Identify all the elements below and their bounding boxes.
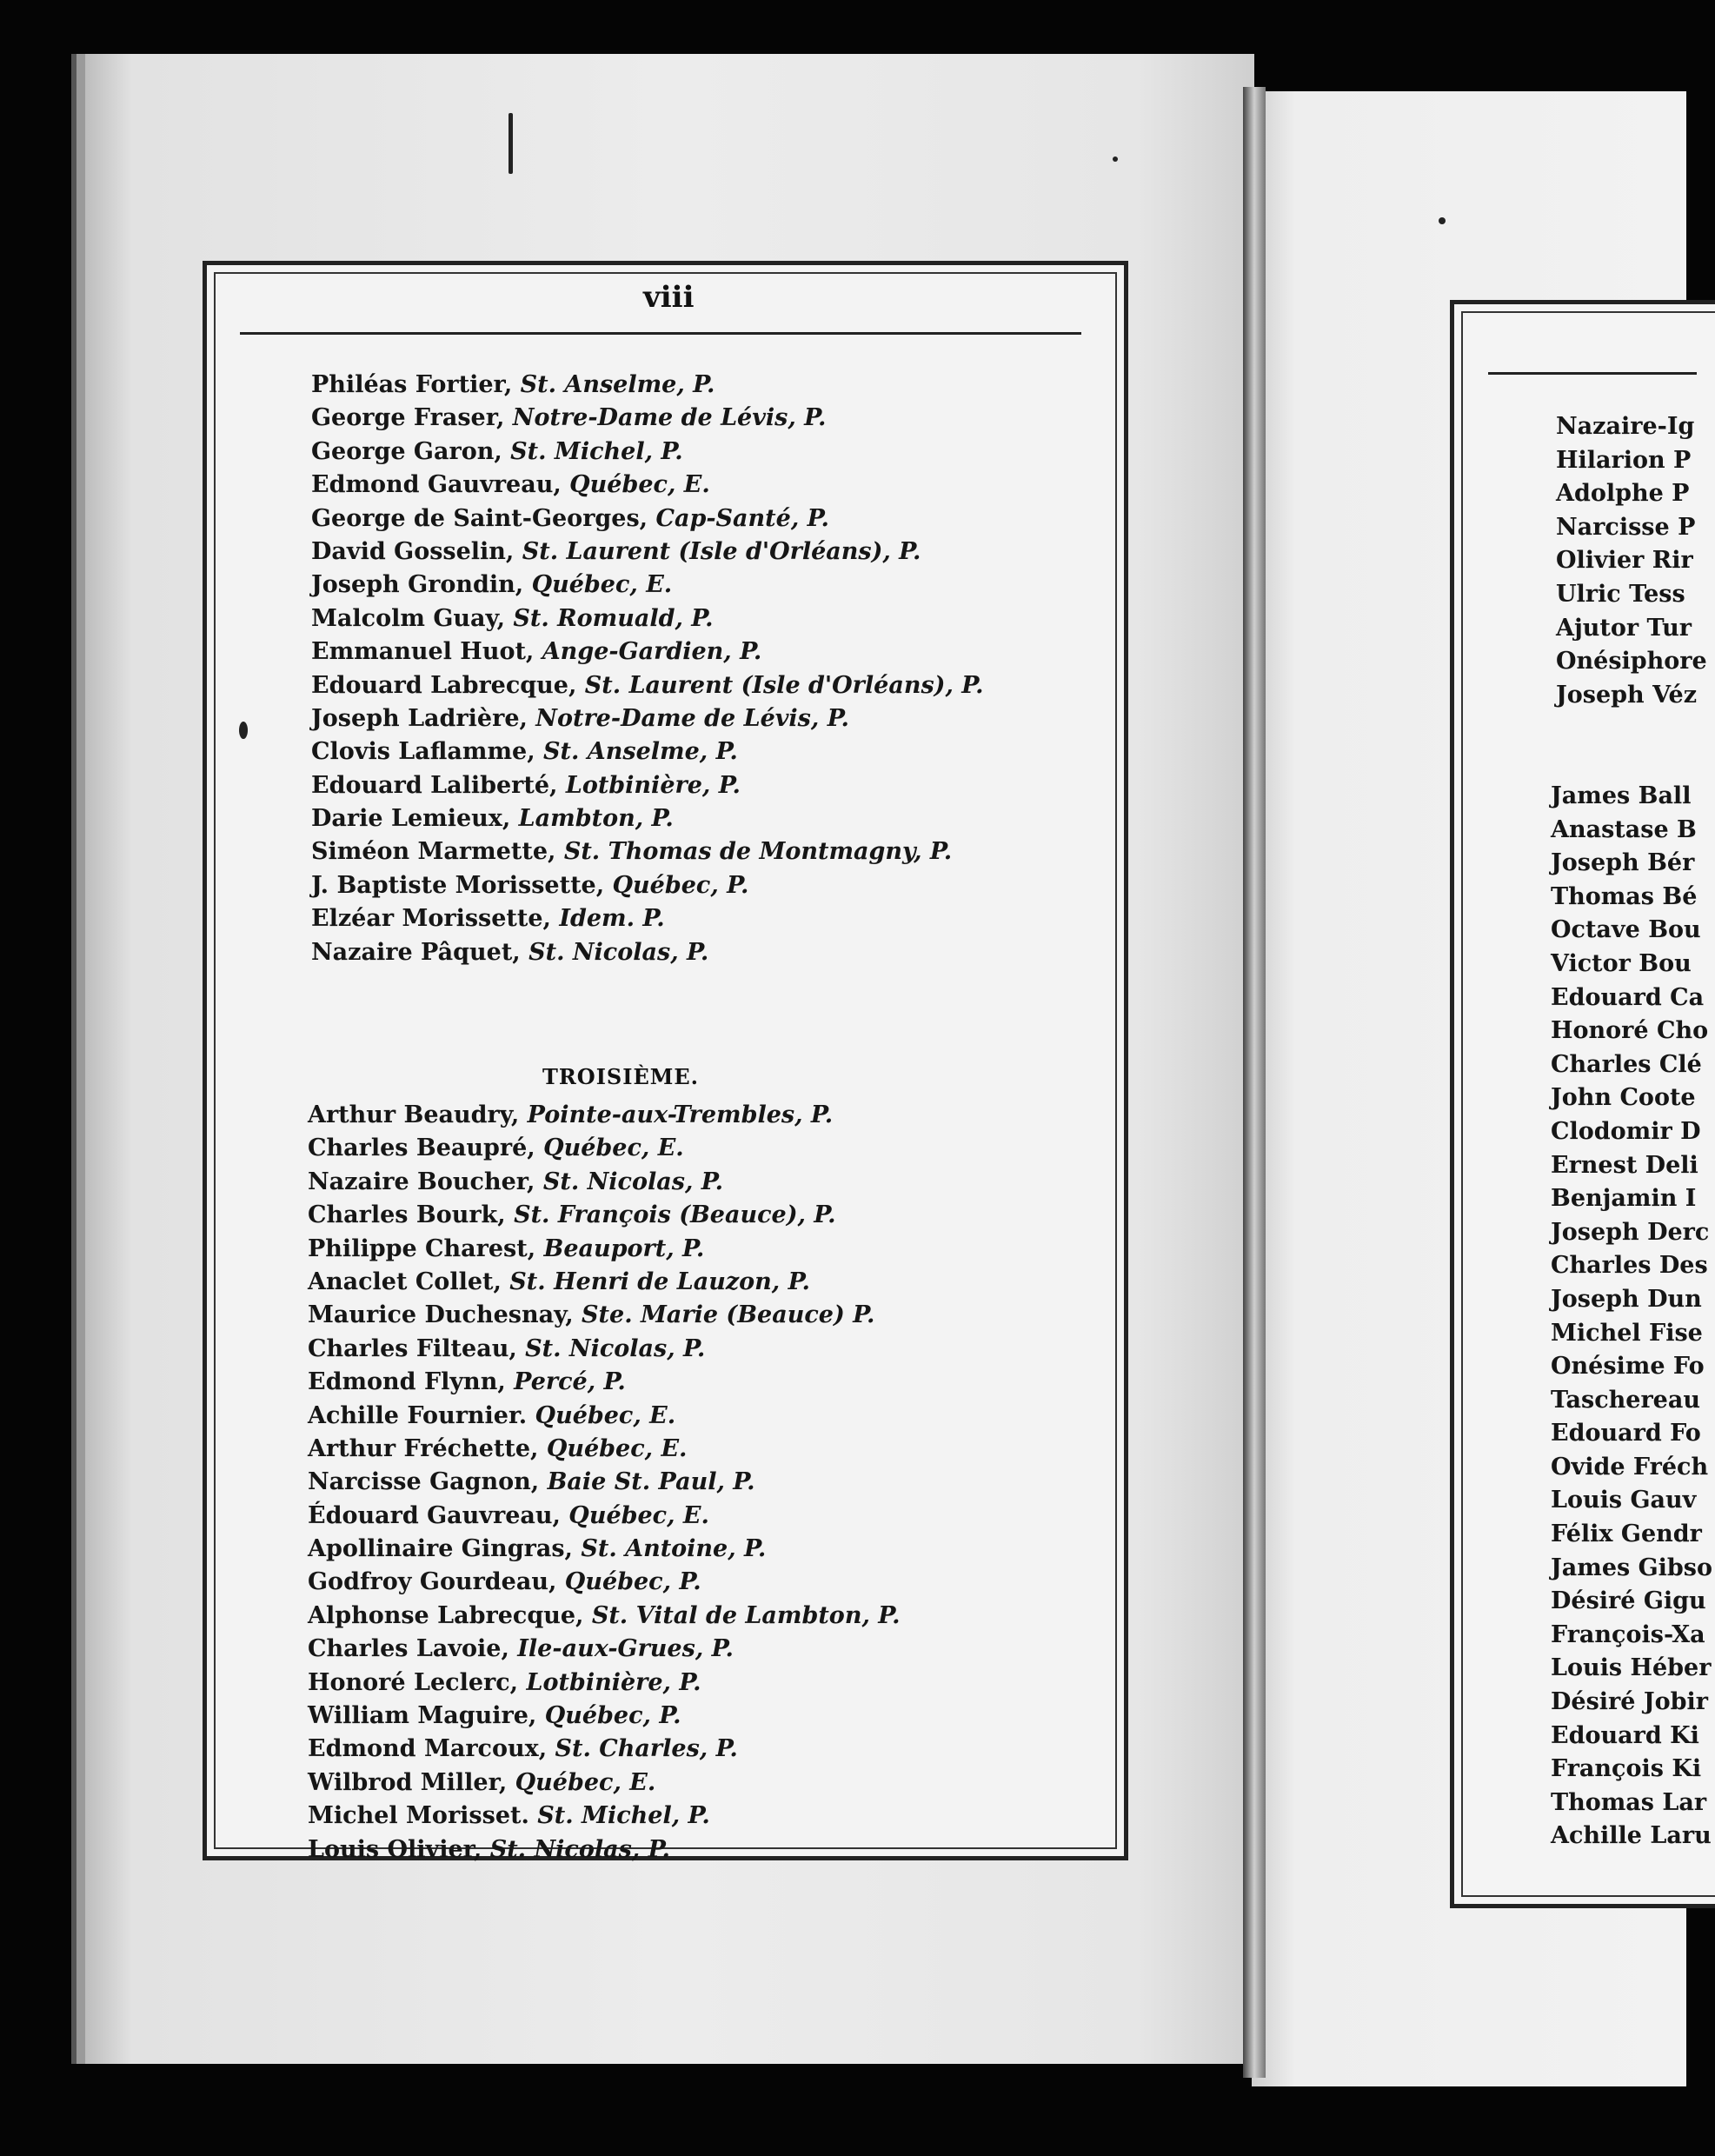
student-name: George Garon, [311,437,511,465]
list-item: James Gibso [1551,1554,1713,1581]
list-item: Joseph Dun [1551,1285,1702,1313]
student-place: Notre-Dame de Lévis, P. [512,404,827,432]
list-item [311,702,1076,735]
student-place: Québec, E. [531,571,673,599]
student-name: Alphonse Labrecque, [308,1601,592,1629]
student-place: Québec, E. [515,1768,656,1796]
student-place: Lotbinière, P. [565,771,741,799]
ink-speck [1439,217,1446,224]
list-item [311,602,1076,635]
student-place: St. Romuald, P. [513,604,714,632]
student-name: Joseph Ladrière, [311,704,536,732]
list-item [308,1099,1073,1132]
student-place: Lotbinière, P. [526,1668,701,1696]
list-item: Honoré Cho [1551,1017,1709,1045]
student-place: Cap-Santé, P. [655,504,829,532]
list-item: Onésime Fo [1551,1353,1705,1381]
list-item: Joseph Bér [1551,849,1695,877]
student-name: Edouard Laliberté, [311,771,566,799]
list-item: Anastase B [1551,815,1697,843]
list-item [311,902,1076,935]
student-name: Louis Olivier, [308,1835,490,1863]
list-item: Octave Bou [1551,916,1701,944]
right-header-rule [1488,372,1697,375]
student-place: St. Anselme, P. [543,738,738,766]
list-item: Achille Laru [1551,1822,1712,1850]
student-name: Philippe Charest, [308,1234,544,1262]
list-item [311,569,1076,602]
list-item [308,1533,1073,1566]
book-gutter [1243,87,1266,2078]
list-item [311,869,1076,902]
list-item: Louis Héber [1551,1654,1712,1682]
student-name: Edmond Marcoux, [308,1735,555,1763]
right-page-list-top [1556,410,1707,712]
student-name: Charles Beaupré, [308,1135,544,1162]
student-name: Nazaire Pâquet, [311,938,529,966]
list-item [308,1800,1073,1833]
student-name: Arthur Fréchette, [308,1434,547,1462]
list-item: Narcisse P [1556,513,1696,541]
student-place: St. Vital de Lambton, P. [591,1601,901,1629]
list-item [311,936,1076,969]
list-item [311,835,1076,868]
list-item: Edouard Fo [1551,1420,1701,1447]
list-item [311,469,1076,502]
student-name: Narcisse Gagnon, [308,1468,548,1496]
list-item [308,1299,1073,1332]
list-item: Olivier Rir [1556,547,1693,575]
student-place: St. Nicolas, P. [542,1168,723,1195]
list-item [308,1333,1073,1366]
student-name: Honoré Leclerc, [308,1668,527,1696]
list-item [311,369,1076,402]
student-name: Maurice Duchesnay, [308,1301,582,1329]
list-item [308,1566,1073,1599]
student-name: William Maguire, [308,1702,545,1730]
list-item: Charles Des [1551,1252,1708,1280]
student-place: St. Nicolas, P. [528,938,709,966]
student-place: St. Laurent (Isle d'Orléans), P. [584,671,984,699]
list-item: Charles Clé [1551,1050,1702,1078]
section-heading: TROISIÈME. [542,1064,699,1089]
ink-speck [1113,156,1118,162]
student-place: Beauport, P. [543,1234,705,1262]
student-place: St. Laurent (Isle d'Orléans), P. [522,537,921,565]
list-item [311,802,1076,835]
list-item [308,1433,1073,1466]
student-place: St. Antoine, P. [581,1535,767,1563]
list-item: Ovide Fréch [1551,1453,1709,1481]
list-item [308,1266,1073,1299]
student-name: Charles Bourk, [308,1201,515,1229]
list-item [311,502,1076,536]
student-name: Edmond Gauvreau, [311,471,570,499]
list-item [308,1833,1073,1867]
list-item: Ajutor Tur [1556,614,1692,642]
student-name: Nazaire Boucher, [308,1168,543,1195]
student-name: George de Saint-Georges, [311,504,656,532]
student-place: St. Henri de Lauzon, P. [509,1268,810,1295]
list-item: François Ki [1551,1755,1702,1783]
list-item: Thomas Lar [1551,1788,1707,1816]
student-place: Lambton, P. [518,805,674,833]
list-item [311,436,1076,469]
student-place: St. Thomas de Montmagny, P. [563,838,953,866]
student-place: St. Nicolas, P. [489,1835,670,1863]
list-item [311,536,1076,569]
student-place: Québec, E. [535,1401,676,1429]
list-item [308,1466,1073,1499]
student-place: Ste. Marie (Beauce) P. [582,1301,875,1329]
list-item: Taschereau [1551,1386,1700,1414]
student-name: George Fraser, [311,404,513,432]
student-place: Baie St. Paul, P. [547,1468,755,1496]
student-name: Arthur Beaudry, [308,1101,528,1128]
list-item [308,1400,1073,1433]
student-place: Québec, E. [543,1135,684,1162]
list-item [308,1633,1073,1666]
list-item: Nazaire-Ig [1556,413,1695,440]
student-name: Michel Morisset. [308,1802,538,1830]
student-name: Achille Fournier. [308,1401,535,1429]
troisieme-block [308,1035,1073,1867]
list-item: Louis Gauv [1551,1487,1697,1514]
student-place: St. Anselme, P. [520,371,715,398]
student-name: Joseph Grondin, [311,571,532,599]
student-name: Charles Filteau, [308,1334,526,1362]
list-item [311,769,1076,802]
list-item: Ulric Tess [1556,580,1685,608]
student-place: St. Charles, P. [555,1735,738,1763]
student-name: Malcolm Guay, [311,604,514,632]
student-place: Québec, E. [546,1434,688,1462]
student-name: Édouard Gauvreau, [308,1501,569,1529]
list-item [311,735,1076,769]
list-item: Adolphe P [1556,480,1690,508]
student-name: Clovis Laflamme, [311,738,544,766]
student-place: Québec, P. [544,1702,681,1730]
list-item [308,1500,1073,1533]
list-item [308,1700,1073,1733]
list-item [311,669,1076,702]
student-list-top [311,369,1076,969]
student-name: Darie Lemieux, [311,805,519,833]
list-item: Thomas Bé [1551,882,1698,910]
list-item [308,1166,1073,1199]
student-place: St. Michel, P. [510,437,683,465]
student-name: Emmanuel Huot, [311,638,542,666]
page-number: viii [643,280,695,315]
student-name: Godfroy Gourdeau, [308,1568,565,1596]
student-name: Philéas Fortier, [311,371,521,398]
student-place: St. Nicolas, P. [525,1334,706,1362]
student-place: Ange-Gardien, P. [542,638,762,666]
student-name: J. Baptiste Morissette, [311,871,613,899]
list-item: Joseph Derc [1551,1218,1710,1246]
student-name: Siméon Marmette, [311,838,564,866]
list-item: Onésiphore [1556,648,1707,675]
student-name: Apollinaire Gingras, [308,1535,582,1563]
list-item: Victor Bou [1551,949,1692,977]
list-item [308,1132,1073,1165]
list-item: Ernest Deli [1551,1151,1698,1179]
student-place: Idem. P. [559,905,665,933]
student-name: Elzéar Morissette, [311,905,560,933]
list-item: Edouard Ca [1551,983,1705,1011]
list-item: Michel Fise [1551,1319,1703,1347]
student-place: St. Michel, P. [537,1802,710,1830]
list-item [311,402,1076,435]
student-name: Anaclet Collet, [308,1268,510,1295]
student-place: Québec, E. [568,1501,709,1529]
student-place: Percé, P. [514,1368,626,1396]
list-item: Edouard Ki [1551,1721,1699,1749]
student-name: Edouard Labrecque, [311,671,585,699]
student-name: Edmond Flynn, [308,1368,515,1396]
student-place: Québec, P. [564,1568,701,1596]
list-item: John Coote [1551,1084,1696,1112]
student-list-troisieme [308,1099,1073,1867]
student-name: Wilbrod Miller, [308,1768,515,1796]
list-item: Joseph Véz [1556,681,1698,709]
list-item: Félix Gendr [1551,1521,1702,1548]
student-place: St. François (Beauce), P. [514,1201,836,1229]
list-item: Désiré Jobir [1551,1688,1708,1716]
student-place: Québec, E. [569,471,710,499]
student-name: David Gosselin, [311,537,522,565]
list-item: Désiré Gigu [1551,1587,1706,1615]
header-rule [240,332,1081,335]
student-place: Québec, P. [612,871,749,899]
list-item [308,1733,1073,1766]
list-item: Clodomir D [1551,1117,1701,1145]
list-item [308,1667,1073,1700]
right-page-list-bottom [1551,780,1713,1853]
list-item [308,1767,1073,1800]
ink-blot [239,722,248,739]
list-item [308,1233,1073,1266]
list-item [311,635,1076,669]
list-item [308,1600,1073,1633]
list-item: Hilarion P [1556,446,1692,474]
student-name: Charles Lavoie, [308,1635,518,1663]
list-item: Benjamin I [1551,1185,1697,1213]
list-item: François-Xa [1551,1620,1705,1648]
ink-mark [509,113,513,174]
student-place: Ile-aux-Grues, P. [517,1635,734,1663]
student-place: Notre-Dame de Lévis, P. [535,704,849,732]
student-place: Pointe-aux-Trembles, P. [527,1101,834,1128]
list-item [308,1366,1073,1399]
list-item [308,1199,1073,1232]
list-item: James Ball [1551,782,1692,809]
